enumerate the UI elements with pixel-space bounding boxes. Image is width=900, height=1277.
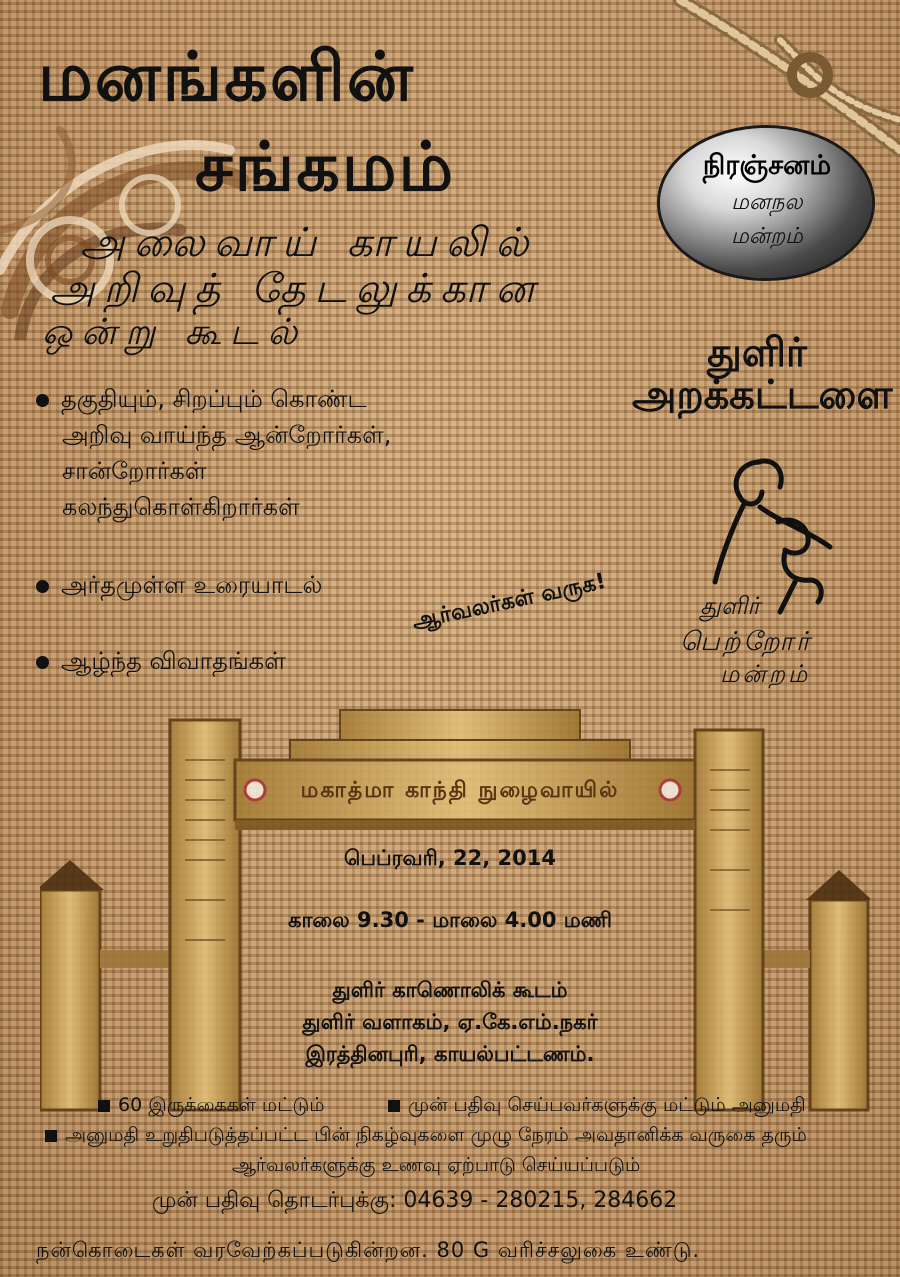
bullet-dot [36,394,49,407]
trust-name-line1: துளிர் [707,330,807,376]
bullet-item-1-line3: சான்றோர்கள் [62,457,207,485]
registration-text: முன் பதிவு செய்பவர்களுக்கு மட்டும் அனுமதி [408,1094,806,1116]
square-bullet [45,1130,57,1142]
venue-line2: துளிர் வளாகம், ஏ.கே.எம்.நகர் [302,1010,598,1034]
badge-line3: மன்றம் [731,224,803,249]
parents-forum-line2: பெற்றோர் [680,627,813,657]
badge-line2: மனநல [731,190,803,215]
parents-forum-line1: துளிர் [700,592,760,620]
event-title-line1: மனங்களின் [38,38,415,117]
food-note-text-1: அனுமதி உறுதிபடுத்தப்பட்ட பின் நிகழ்வுகளை முழு நேரம் அவதானிக்க வருகை தரும் [65,1124,807,1146]
registration-note [388,1094,806,1119]
badge-line1: நிரஞ்சனம் [702,150,832,181]
square-bullet [388,1100,400,1112]
parents-forum-line3: மன்றம் [720,660,811,688]
venue-line3: இரத்தினபுரி, காயல்பட்டணம். [305,1042,595,1066]
event-title-line2: சங்கமம் [195,128,456,207]
donation-note: நன்கொடைகள் வரவேற்கப்படுகின்றன. 80 G வரிச்சலுகை உண்டு. [36,1238,701,1262]
subtitle-line3: ஒன்று கூடல் [42,312,307,353]
bullet-item-1-line4: கலந்துகொள்கிறார்கள் [62,493,300,521]
trust-name-line2: அறக்கட்டளை [632,372,893,418]
event-date: பெப்ரவரி, 22, 2014 [344,846,556,870]
seat-limit-text: 60 இருக்கைகள் மட்டும் [118,1094,325,1116]
bullet-item-3 [36,644,286,678]
food-note-line2: ஆர்வலர்களுக்கு உணவு ஏற்பாடு செய்யப்படும் [232,1154,641,1176]
seat-limit-note [98,1094,325,1119]
arch-sign-text: மகாத்மா காந்தி நுழைவாயில் [300,778,620,803]
venue-line1: துளிர் காணொலிக் கூடம் [332,978,568,1002]
bullet-item-1 [36,382,367,416]
bullet-item-1-line2: அறிவு வாய்ந்த ஆன்றோர்கள், [62,421,392,449]
food-note-line1 [45,1124,807,1149]
bullet-item-2-text: அர்தமுள்ள உரையாடல் [61,571,323,599]
square-bullet [98,1100,110,1112]
bullet-item-3-text: ஆழ்ந்த விவாதங்கள் [61,647,286,675]
event-time: காலை 9.30 - மாலை 4.00 மணி [288,908,612,932]
subtitle-line1: அலைவாய் காயலில் [80,220,538,266]
subtitle-line2: அறிவுத் தேடலுக்கான [50,266,544,312]
welcome-text: ஆர்வலர்கள் வருக! [410,568,609,635]
bullet-dot [36,656,49,669]
bullet-dot [36,580,49,593]
bullet-item-1-line1: தகுதியும், சிறப்பும் கொண்ட [61,385,367,413]
contact-numbers: முன் பதிவு தொடர்புக்கு: 04639 - 280215, 284662 [152,1188,678,1213]
bullet-item-2 [36,568,322,602]
